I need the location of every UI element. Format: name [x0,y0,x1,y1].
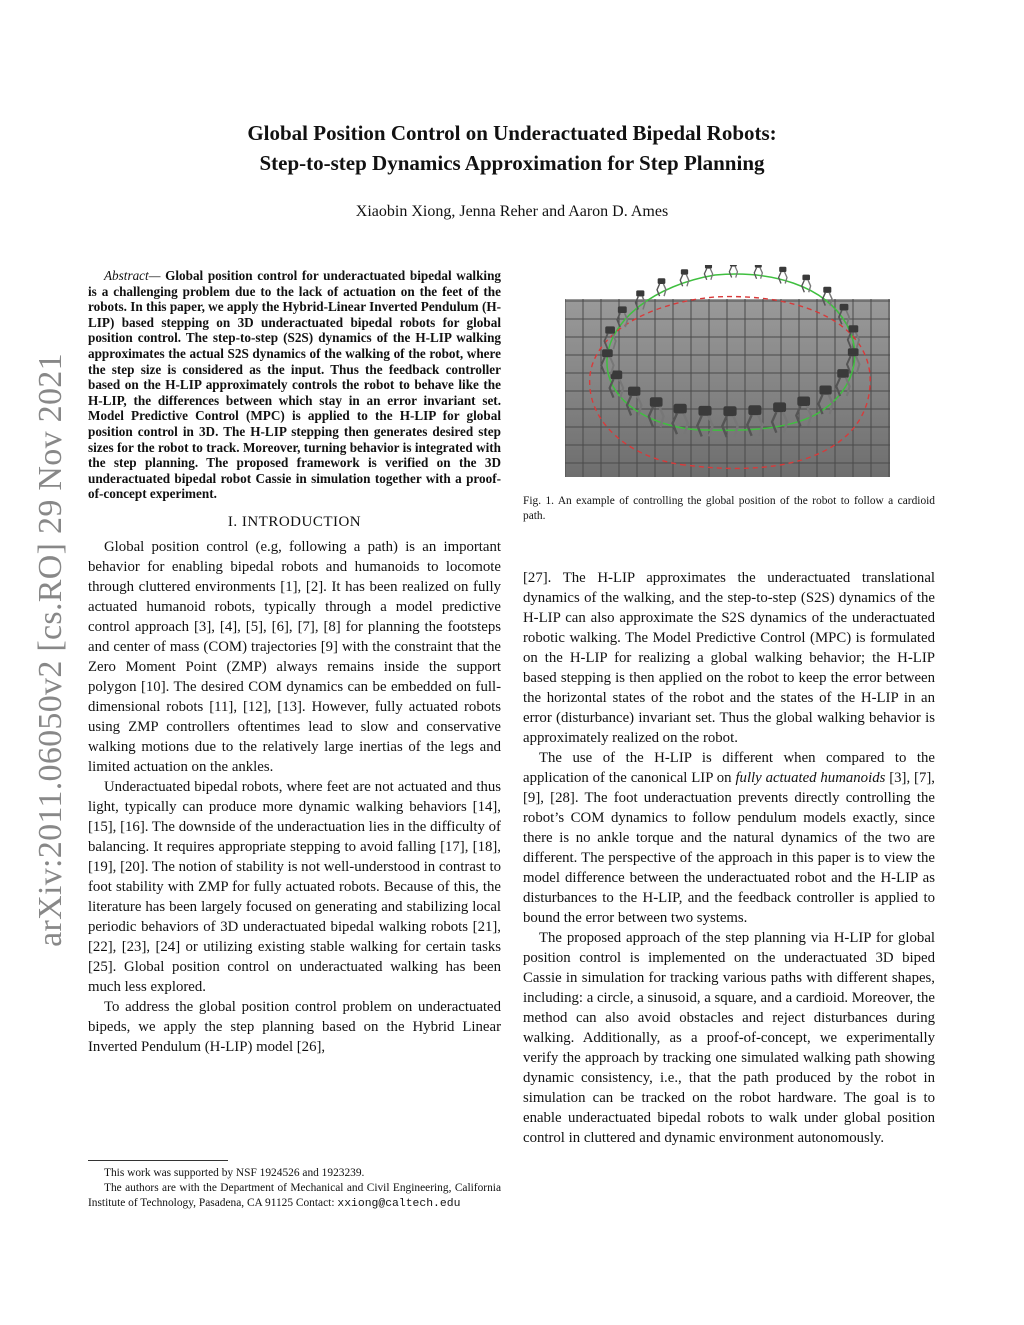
right-paragraph-1: [27]. The H-LIP approximates the underactuated translational dynamics of the walking, and the step-to-step (S2S) dynamics of the H-LIP can also approximate the S2S dynamics of the underactuated robotic walking. The Model Predictive Control (MPC) is formulated on the H-LIP for realizing a global walking behavior; the H-LIP based stepping is then applied on the robot to keep the error between the horizontal states of the robot and the states of the H-LIP in an error (disturbance) invariant set. Thus the global walking behavior is approximately realized on the robot. [523,570,935,746]
authors: Xiaobin Xiong, Jenna Reher and Aaron D. Ames [355,203,669,220]
figure-1-cardioid-path [565,265,890,477]
abstract: Abstract— Global position control for underactuated bipedal walking is a challenging problem due to the lack of actuation on the feet of the robots. In this paper, we apply the Hybrid-Linear Inverted Pendulum (H-LIP) based stepping on 3D underactuated bipedal robots for global position control. The step-to-step (S2S) dynamics of the H-LIP walking approximates the actual S2S dynamics of the walking of the robot, where the step size is considered as the input. Thus the feedback controller based on the H-LIP approximately controls the robot to behave like the H-LIP, the differences between which stay in an error invariant set. Model Predictive Control (MPC) is applied to the H-LIP for global position control in 3D. The H-LIP stepping then generates desired step sizes for the robot to track. Moreover, turning behavior is integrated with the step planning. The proposed framework is verified on the 3D underactuated bipedal robot Cassie in simulation together with a proof-of-concept experiment. [88,268,502,502]
right-paragraph-2: The use of the H-LIP is different when compared to the application of the canonical LIP on fully actuated humanoids [3], [7], [9], [28]. The foot underactuation prevents directly controlling the robot’s COM dynamics to follow pendulum models exactly, since there is no ankle torque and the natural dynamics of the two are different. The perspective of the approach in this paper is to view the model difference between the underactuated robot and the H-LIP as disturbances to the H-LIP, and the feedback controller is applied to bound the error between two systems. [523,750,935,926]
arxiv-identifier: arXiv:2011.06050v2 [cs.RO] 29 Nov 2021 [32,353,69,947]
intro-paragraph-1: Global position control (e.g, following a path) is an important behavior for enabling bipedal robots and humanoids to locomote through cluttered environments [1], [2]. It has been realized on fully actuated humanoid robots, typically through a model predictive control approach [3], [4], [5], [6], [7], [8] for planning the footsteps and center of mass (COM) trajectories [9] with the constraint that the Zero Moment Point (ZMP) always remains inside the support polygon [10]. The desired COM dynamics can be embedded on full-dimensional robots [11], [12], [13]. However, fully actuated robots using ZMP controllers oftentimes lead to slow and conservative walking motions due to the relatively large inertias of the legs and limited actuation on the ankles. [88,538,501,775]
section-heading-introduction: I. INTRODUCTION [227,513,362,530]
figure-1-caption: Fig. 1. An example of controlling the global position of the robot to follow a cardioid path. [523,495,935,522]
footnote-funding: This work was supported by NSF 1924526 and 1923239. [104,1167,365,1179]
footnote-affiliation: The authors are with the Department of Mechanical and Civil Engineering, California Institute of Technology, Pasadena, CA 91125 Contact: xxiong@caltech.edu [88,1182,501,1210]
footnotes [88,1166,501,1212]
right-paragraph-3: The proposed approach of the step planning via H-LIP for global position control is implemented on the underactuated 3D biped Cassie in simulation for tracking various paths with different shapes, including: a circle, a sinusoid, a square, and a cardioid. Moreover, the method can also avoid obstacles and reject disturbances during walking. Additionally, as a proof-of-concept, we experimentally verify the approach by tracking one simulated walking path showing dynamic consistency, i.e., that the path produced by the robot in simulation can be tracked on the robot hardware. The goal is to enable underactuated bipedal robots to walk under global position control in cluttered and dynamic environment autonomously. [523,930,935,1146]
sky-background [565,265,890,299]
right-column [523,568,935,1148]
left-column [88,268,501,1057]
intro-paragraph-3: To address the global position control problem on underactuated bipeds, we apply the step planning based on the Hybrid Linear Inverted Pendulum (H-LIP) model [26], [88,998,501,1055]
intro-paragraph-2: Underactuated bipedal robots, where feet are not actuated and thus light, typically can produce more dynamic walking behaviors [14], [15], [16]. The downside of the underactuation lies in the difficulty of balancing. It requires appropriate stepping to avoid falling [17], [18], [19], [20]. The notion of stability is not well-understood in contrast to foot stability with ZMP for fully actuated robots. Because of this, the literature has been largely focused on generating and stabilizing local periodic behaviors of 3D underactuated bipedal walking robots [21], [22], [23], [24] or utilizing existing stable walking for certain tasks [25]. Global position control on underactuated walking has been much less explored. [88,778,501,995]
paper-title: Global Position Control on Underactuated Bipedal Robots: Step-to-step Dynamics Approximation for Step Planning [247,121,777,175]
simulation-render-image [565,265,890,477]
contact-email[interactable]: xxiong@caltech.edu [337,1198,461,1210]
footnote-divider [88,1160,228,1161]
